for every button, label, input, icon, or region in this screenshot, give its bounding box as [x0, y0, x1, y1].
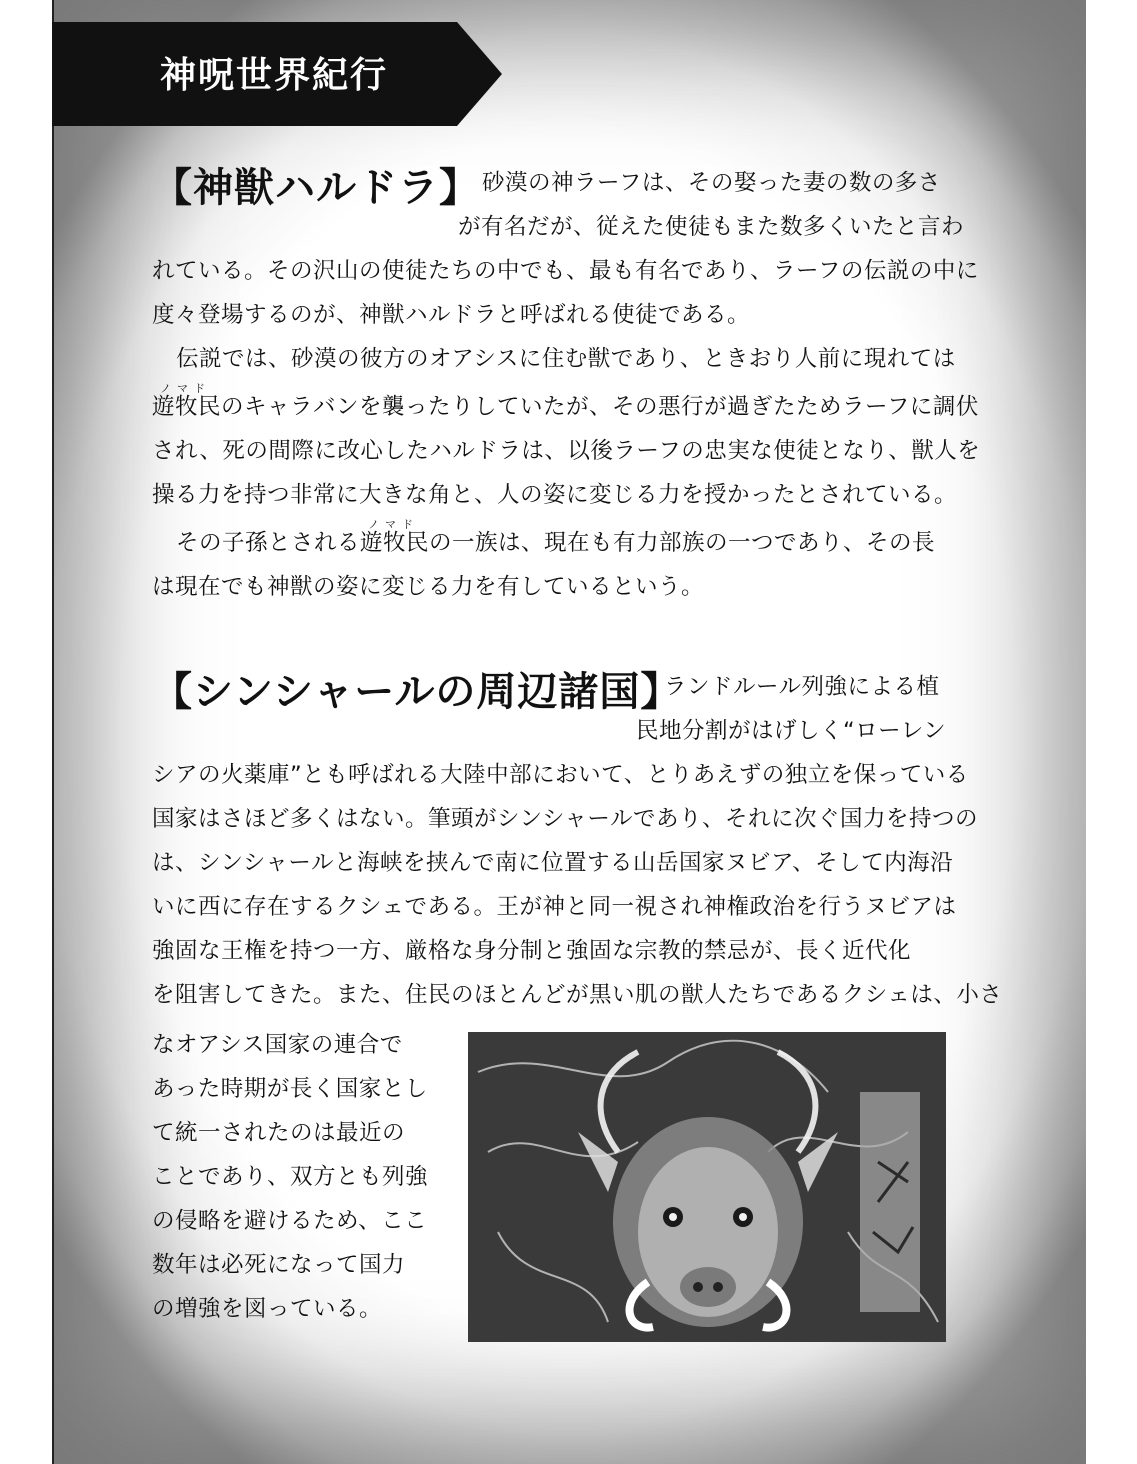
section-heading-haldora: 【神獣ハルドラ】 [152, 165, 480, 211]
banner-title: 神呪世界紀行 [160, 54, 389, 96]
text-line: は現在でも神獣の姿に変じる力を有しているという。 [152, 574, 705, 600]
text-line: が有名だが、従えた使徒もまた数多くいたと言わ [458, 214, 965, 240]
ruby-nomad: ノマド [160, 382, 211, 395]
text-line: あった時期が長く国家とし [152, 1076, 428, 1102]
text-line: 強固な王権を持つ一方、厳格な身分制と強固な宗教的禁忌が、長く近代化 [152, 938, 912, 964]
section-heading-neighbors: 【シンシャールの周辺諸国】 [152, 669, 682, 715]
text-line: を阻害してきた。また、住民のほとんどが黒い肌の獣人たちであるクシェは、小さ [152, 982, 1003, 1008]
text-line: ランドルール列強による植 [664, 674, 940, 700]
text-line: の増強を図っている。 [152, 1296, 383, 1322]
text-line: 遊牧民のキャラバンを襲ったりしていたが、その悪行が過ぎたためラーフに調伏 [152, 394, 979, 420]
text-line: て統一されたのは最近の [152, 1120, 406, 1146]
text-line: は、シンシャールと海峡を挟んで南に位置する山岳国家ヌビア、そして内海沿 [152, 850, 954, 876]
text-line: 度々登場するのが、神獣ハルドラと呼ばれる使徒である。 [152, 302, 751, 328]
text-line: その子孫とされる遊牧民の一族は、現在も有力部族の一つであり、その長 [176, 530, 936, 556]
text-line: 民地分割がはげしく“ローレン [636, 718, 947, 744]
text-line: シアの火薬庫”とも呼ばれる大陸中部において、とりあえずの独立を保っている [152, 762, 969, 788]
text-line: され、死の間際に改心したハルドラは、以後ラーフの忠実な使徒となり、獣人を [152, 438, 981, 464]
ruby-nomad: ノマド [368, 518, 419, 531]
text-line: 国家はさほど多くはない。筆頭がシンシャールであり、それに次ぐ国力を持つの [152, 806, 978, 832]
text-line: の侵略を避けるため、ここ [152, 1208, 428, 1234]
horned-beast-illustration [468, 1032, 946, 1342]
text-line: 操る力を持つ非常に大きな角と、人の姿に変じる力を授かったとされている。 [152, 482, 958, 508]
text-line: いに西に存在するクシェである。王が神と同一視され神権政治を行うヌビアは [152, 894, 957, 920]
text-line: なオアシス国家の連合で [152, 1032, 403, 1058]
text-line: 数年は必死になって国力 [152, 1252, 406, 1278]
beast-drawing [468, 1032, 946, 1342]
text-line: 砂漠の神ラーフは、その娶った妻の数の多さ [482, 170, 941, 196]
text-line: 伝説では、砂漠の彼方のオアシスに住む獣であり、ときおり人前に現れては [176, 346, 956, 372]
text-line: れている。その沢山の使徒たちの中でも、最も有名であり、ラーフの伝説の中に [152, 258, 979, 284]
text-line: ことであり、双方とも列強 [152, 1164, 429, 1190]
